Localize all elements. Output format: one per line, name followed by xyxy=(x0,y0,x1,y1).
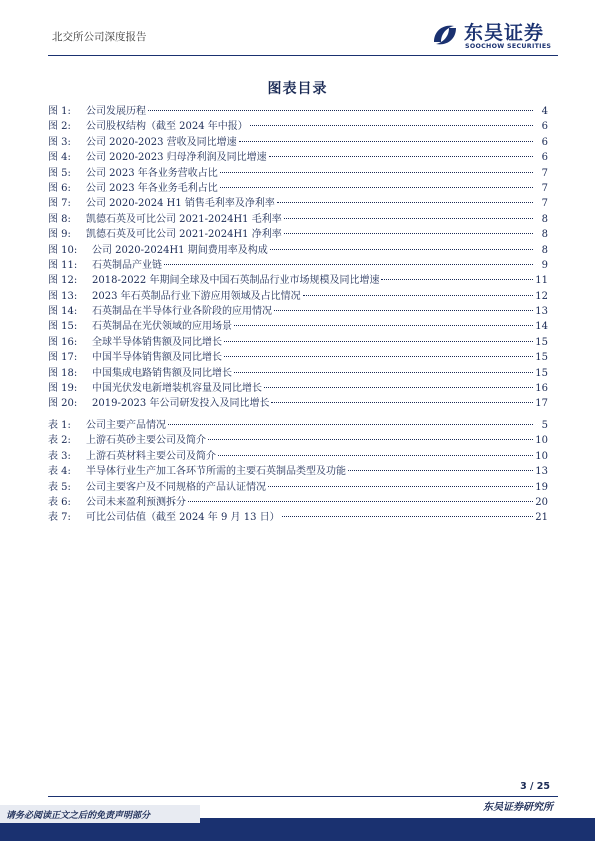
figure-toc-row[interactable] xyxy=(48,335,548,350)
toc-label: 表 3: xyxy=(48,450,71,462)
toc-leader-dots xyxy=(268,486,533,487)
table-toc-row[interactable] xyxy=(48,495,548,510)
toc-label: 表 7: xyxy=(48,512,71,524)
toc-leader-dots xyxy=(239,141,533,142)
toc-leader-dots xyxy=(224,356,533,357)
toc-leader-dots xyxy=(269,156,533,157)
toc-page-number: 10 xyxy=(535,450,548,462)
toc-page-number: 15 xyxy=(535,336,548,348)
toc-page-number: 15 xyxy=(535,352,548,364)
toc-entry-text[interactable]: 公司发展历程 xyxy=(86,104,147,119)
toc-label: 图 8: xyxy=(48,213,71,225)
figure-toc-row[interactable] xyxy=(48,381,548,396)
table-toc-row[interactable] xyxy=(48,418,548,433)
toc-entry-text[interactable]: 石英制品在半导体行业各阶段的应用情况 xyxy=(92,304,273,319)
table-list xyxy=(48,418,548,526)
toc-entry-text[interactable]: 上游石英材料主要公司及简介 xyxy=(86,449,217,464)
toc-entry-text[interactable]: 2018-2022 年期间全球及中国石英制品行业市场规模及同比增速 xyxy=(92,273,380,288)
toc-label: 图 16: xyxy=(48,336,78,348)
toc-label: 图 10: xyxy=(48,244,78,256)
toc-leader-dots xyxy=(284,233,533,234)
toc-page-number: 4 xyxy=(541,106,548,117)
toc-page-number: 12 xyxy=(535,290,548,302)
toc-label: 图 7: xyxy=(48,198,71,210)
toc-entry-text[interactable]: 公司 2020-2023 归母净利润及同比增速 xyxy=(86,150,268,165)
toc-entry-text[interactable]: 公司股权结构（截至 2024 年中报） xyxy=(86,119,249,134)
figure-toc-row[interactable] xyxy=(48,212,548,227)
toc-label: 图 12: xyxy=(48,275,78,287)
toc-leader-dots xyxy=(284,218,533,219)
footer-disclaimer: 请务必阅读正文之后的免责声明部分 xyxy=(6,811,151,821)
toc-label: 图 18: xyxy=(48,367,78,379)
toc-leader-dots xyxy=(234,372,533,373)
toc-label: 图 20: xyxy=(48,398,78,410)
toc-entry-text[interactable]: 上游石英砂主要公司及简介 xyxy=(86,433,207,448)
figure-toc-row[interactable] xyxy=(48,396,548,411)
toc-page-number: 6 xyxy=(541,136,548,148)
toc-page-number: 16 xyxy=(535,383,548,395)
figure-toc-row[interactable] xyxy=(48,289,548,304)
toc-label: 图 3: xyxy=(48,136,71,148)
toc-page-number: 7 xyxy=(541,167,548,179)
toc-leader-dots xyxy=(277,202,533,203)
toc-entry-text[interactable]: 公司 2023 年各业务营收占比 xyxy=(86,166,219,181)
toc-leader-dots xyxy=(148,110,533,111)
toc-label: 图 2: xyxy=(48,121,71,133)
toc-page-number: 9 xyxy=(541,259,548,271)
toc-page-number: 21 xyxy=(535,512,548,524)
figure-toc-row[interactable] xyxy=(48,366,548,381)
toc-label: 表 1: xyxy=(48,420,71,431)
footer-divider xyxy=(48,796,558,797)
toc-entry-text[interactable]: 半导体行业生产加工各环节所需的主要石英制品类型及功能 xyxy=(86,464,347,479)
footer-institute: 东吴证券研究所 xyxy=(483,802,553,813)
toc-leader-dots xyxy=(224,341,533,342)
toc-label: 图 11: xyxy=(48,259,78,271)
toc-label: 图 6: xyxy=(48,182,71,194)
toc-entry-text[interactable]: 凯德石英及可比公司 2021-2024H1 毛利率 xyxy=(86,212,283,227)
toc-entry-text[interactable]: 2019-2023 年公司研发投入及同比增长 xyxy=(92,396,270,411)
toc-entry-text[interactable]: 公司 2023 年各业务毛利占比 xyxy=(86,181,219,196)
toc-label: 图 15: xyxy=(48,321,78,333)
toc-page-number: 15 xyxy=(535,367,548,379)
table-toc-row[interactable] xyxy=(48,510,548,525)
toc-leader-dots xyxy=(250,125,533,126)
toc-leader-dots xyxy=(282,516,533,517)
table-toc-row[interactable] xyxy=(48,449,548,464)
company-logo xyxy=(430,18,560,54)
toc-leader-dots xyxy=(264,387,533,388)
toc-entry-text[interactable]: 中国半导体销售额及同比增长 xyxy=(92,350,223,365)
figure-toc-row[interactable] xyxy=(48,273,548,288)
figure-toc-row[interactable] xyxy=(48,135,548,150)
toc-label: 图 17: xyxy=(48,352,78,364)
toc-entry-text[interactable]: 公司 2020-2023 营收及同比增速 xyxy=(86,135,238,150)
figure-toc-row[interactable] xyxy=(48,243,548,258)
toc-label: 图 4: xyxy=(48,152,71,164)
toc-entry-text[interactable]: 可比公司估值（截至 2024 年 9 月 13 日） xyxy=(86,510,281,525)
toc-entry-text[interactable]: 石英制品产业链 xyxy=(92,258,163,273)
page-title: 图表目录 xyxy=(267,81,328,97)
toc-label: 图 13: xyxy=(48,290,78,302)
footer-bar xyxy=(200,818,595,841)
figure-toc-row[interactable] xyxy=(48,258,548,273)
figure-toc-row[interactable] xyxy=(48,350,548,365)
header-left-text: 北交所公司深度报告 xyxy=(52,31,147,43)
toc-label: 表 5: xyxy=(48,481,71,493)
toc-page-number: 14 xyxy=(535,321,548,333)
toc-entry-text[interactable]: 凯德石英及可比公司 2021-2024H1 净利率 xyxy=(86,227,283,242)
table-toc-row[interactable] xyxy=(48,480,548,495)
toc-leader-dots xyxy=(188,501,533,502)
toc-entry-text[interactable]: 公司 2020-2024H1 期间费用率及构成 xyxy=(92,243,269,258)
toc-page-number: 8 xyxy=(541,213,548,225)
toc-entry-text[interactable]: 公司主要产品情况 xyxy=(86,418,167,433)
toc-leader-dots xyxy=(303,295,533,296)
table-toc-row[interactable] xyxy=(48,433,548,448)
toc-page-number: 17 xyxy=(535,398,548,410)
toc-leader-dots xyxy=(168,424,533,425)
toc-leader-dots xyxy=(270,249,533,250)
toc-label: 表 2: xyxy=(48,435,71,447)
toc-page-number: 11 xyxy=(535,275,548,287)
figure-toc-row[interactable] xyxy=(48,150,548,165)
toc-leader-dots xyxy=(220,187,533,188)
toc-leader-dots xyxy=(164,264,533,265)
figure-toc-row[interactable] xyxy=(48,119,548,134)
header-divider xyxy=(48,55,558,56)
toc-page-number: 6 xyxy=(541,152,548,164)
toc-leader-dots xyxy=(234,325,533,326)
toc-entry-text[interactable]: 公司主要客户及不同规格的产品认证情况 xyxy=(86,480,267,495)
toc-leader-dots xyxy=(220,172,533,173)
toc-entry-text[interactable]: 2023 年石英制品行业下游应用领域及占比情况 xyxy=(92,289,302,304)
toc-page-number: 7 xyxy=(541,198,548,210)
footer-disclaimer-box xyxy=(0,805,200,823)
toc-page-number: 6 xyxy=(541,121,548,133)
toc-entry-text[interactable]: 公司 2020-2024 H1 销售毛利率及净利率 xyxy=(86,196,276,211)
logo-mark-icon xyxy=(430,20,460,50)
toc-entry-text[interactable]: 公司未来盈利预测拆分 xyxy=(86,495,187,510)
toc-entry-text[interactable]: 石英制品在光伏领域的应用场景 xyxy=(92,319,233,334)
figure-toc-row[interactable] xyxy=(48,196,548,211)
toc-entry-text[interactable]: 中国光伏发电新增装机容量及同比增长 xyxy=(92,381,263,396)
logo-chinese-name: 东吴证券 xyxy=(464,22,545,44)
logo-english-name: SOOCHOW SECURITIES xyxy=(465,43,552,50)
toc-leader-dots xyxy=(348,470,533,471)
toc-leader-dots xyxy=(274,310,533,311)
figure-toc-row[interactable] xyxy=(48,319,548,334)
toc-page-number: 20 xyxy=(535,496,548,508)
toc-page-number: 7 xyxy=(541,182,548,194)
toc-label: 图 19: xyxy=(48,383,78,395)
toc-label: 表 4: xyxy=(48,466,71,478)
toc-entry-text[interactable]: 中国集成电路销售额及同比增长 xyxy=(92,366,233,381)
figure-toc-row[interactable] xyxy=(48,227,548,242)
toc-page-number: 13 xyxy=(535,306,548,318)
toc-label: 图 14: xyxy=(48,306,78,318)
toc-leader-dots xyxy=(218,455,533,456)
table-toc-row[interactable] xyxy=(48,464,548,479)
figure-toc-row[interactable] xyxy=(48,104,548,119)
figure-toc-row[interactable] xyxy=(48,181,548,196)
figure-toc-row[interactable] xyxy=(48,166,548,181)
toc-leader-dots xyxy=(381,279,533,280)
toc-page-number: 8 xyxy=(541,244,548,256)
toc-leader-dots xyxy=(271,402,533,403)
toc-page-number: 8 xyxy=(541,229,548,241)
figure-toc-row[interactable] xyxy=(48,304,548,319)
toc-page-number: 5 xyxy=(541,420,548,431)
toc-leader-dots xyxy=(208,439,533,440)
toc-label: 图 5: xyxy=(48,167,71,179)
toc-page-number: 10 xyxy=(535,435,548,447)
toc-entry-text[interactable]: 全球半导体销售额及同比增长 xyxy=(92,335,223,350)
page-number: 3 / 25 xyxy=(520,781,550,792)
toc-label: 表 6: xyxy=(48,496,71,508)
figure-list xyxy=(48,104,548,412)
toc-page-number: 13 xyxy=(535,466,548,478)
toc-page-number: 19 xyxy=(535,481,548,493)
footer-bar-left xyxy=(0,823,200,841)
toc-label: 图 1: xyxy=(48,106,71,117)
toc-label: 图 9: xyxy=(48,229,71,241)
